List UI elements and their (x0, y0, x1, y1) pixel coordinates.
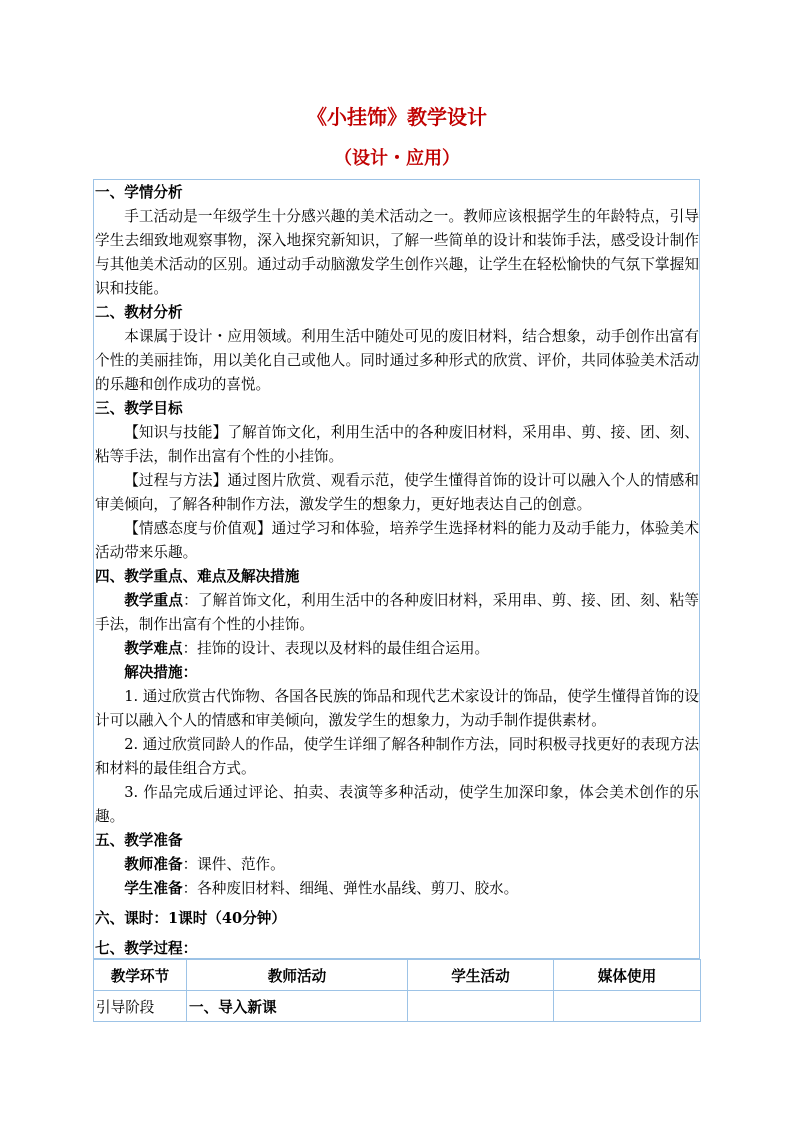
key-point-label: 教学重点 (124, 592, 184, 609)
measure-item-2: 2. 通过欣赏同龄人的作品，使学生详细了解各种制作方法，同时积极寻找更好的表现方法和材料的最佳组合方式。 (95, 736, 699, 777)
table-row (94, 991, 701, 1022)
key-point-paragraph (95, 589, 699, 637)
section-heading-key-points: 四、教学重点、难点及解决措施 (95, 568, 300, 585)
objective-emotion-values: 【情感态度与价值观】通过学习和体验，培养学生选择材料的能力及动手能力，体验美术活动带来乐趣。 (95, 520, 699, 561)
cell-student-activity (408, 991, 554, 1022)
section-heading-preparation: 五、教学准备 (95, 832, 183, 849)
learning-analysis-paragraph: 手工活动是一年级学生十分感兴趣的美术活动之一。教师应该根据学生的年龄特点，引导学生去细致地观察事物，深入地探究新知识，了解一些简单的设计和装饰手法，感受设计制作与其他美术活动的区别。通过动手动脑激发学生创作兴趣，让学生在轻松愉快的气氛下掌握知识和技能。 (95, 208, 699, 297)
section-heading-class-hours: 六、课时：1课时（40分钟） (95, 910, 286, 927)
objective-process-methods: 【过程与方法】通过图片欣赏、观看示范，使学生懂得首饰的设计可以融入个人的情感和审美倾向，了解各种制作方法，激发学生的想象力，更好地表达自己的创意。 (95, 472, 699, 513)
table-header-row (94, 960, 701, 991)
cell-teacher-activity: 一、导入新课 (187, 991, 408, 1022)
difficulty-text: ：挂饰的设计、表现以及材料的最佳组合运用。 (182, 640, 490, 657)
teacher-preparation-text: ：课件、范作。 (182, 856, 285, 873)
document-body (95, 181, 699, 961)
cell-stage: 引导阶段 (94, 991, 187, 1022)
header-teaching-stage: 教学环节 (94, 960, 187, 991)
difficulty-label: 教学难点 (124, 640, 183, 657)
textbook-analysis-paragraph: 本课属于设计・应用领域。利用生活中随处可见的废旧材料，结合想象，动手创作出富有个性的美丽挂饰，用以美化自己或他人。同时通过多种形式的欣赏、评价，共同体验美术活动的乐趣和创作成功的喜悦。 (95, 328, 699, 393)
objective-knowledge-skills: 【知识与技能】了解首饰文化，利用生活中的各种废旧材料，采用串、剪、接、团、刻、粘等手法，制作出富有个性的小挂饰。 (95, 424, 699, 465)
cell-media-use (554, 991, 701, 1022)
section-heading-textbook-analysis: 二、教材分析 (95, 304, 183, 321)
student-preparation-label: 学生准备 (124, 880, 183, 897)
measure-item-3: 3. 作品完成后通过评论、拍卖、表演等多种活动，使学生加深印象，体会美术创作的乐趣。 (95, 784, 699, 825)
teacher-preparation-label: 教师准备 (124, 856, 183, 873)
header-teacher-activity: 教师活动 (187, 960, 408, 991)
measures-label: 解决措施： (124, 664, 198, 681)
teaching-process-table (93, 959, 701, 1022)
student-preparation (95, 877, 699, 901)
teacher-preparation (95, 853, 699, 877)
document-title: 《小挂饰》教学设计 (307, 105, 487, 129)
section-heading-teaching-objectives: 三、教学目标 (95, 400, 183, 417)
key-point-text: ：了解首饰文化，利用生活中的各种废旧材料，采用串、剪、接、团、刻、粘等手法，制作出富有个性的小挂饰。 (95, 592, 699, 633)
header-student-activity: 学生活动 (408, 960, 554, 991)
measure-item-1: 1. 通过欣赏古代饰物、各国各民族的饰品和现代艺术家设计的饰品，使学生懂得首饰的设计可以融入个人的情感和审美倾向，激发学生的想象力，为动手制作提供素材。 (95, 688, 699, 729)
student-preparation-text: ：各种废旧材料、细绳、弹性水晶线、剪刀、胶水。 (182, 880, 519, 897)
header-media-use: 媒体使用 (554, 960, 701, 991)
document-subtitle: （设计・应用） (334, 148, 460, 169)
section-heading-teaching-process: 七、教学过程： (95, 940, 198, 957)
difficulty-paragraph (95, 637, 699, 661)
section-heading-learning-analysis: 一、学情分析 (95, 184, 183, 201)
